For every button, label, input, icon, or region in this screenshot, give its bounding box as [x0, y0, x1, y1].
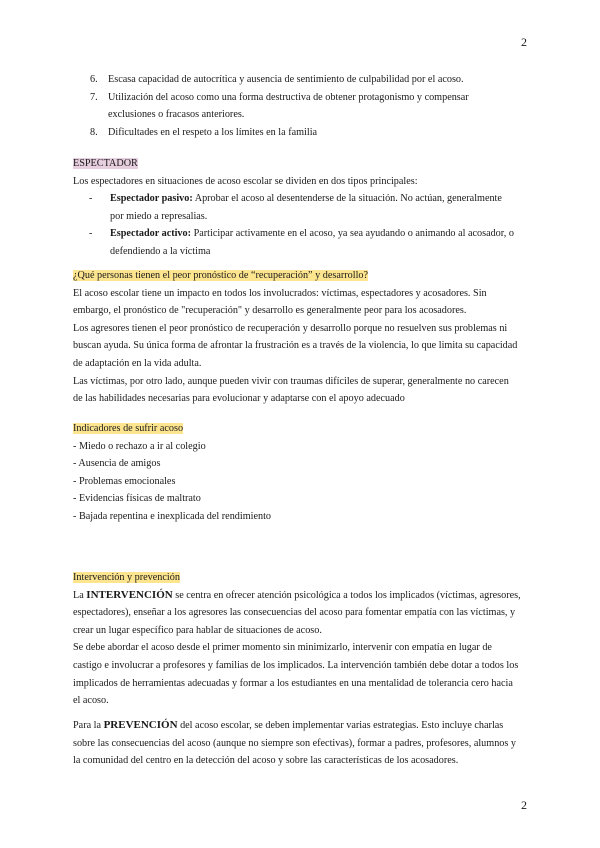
list-item: [90, 71, 520, 89]
section-heading-pronostico: ¿Qué personas tienen el peor pronóstico de “recuperación” y desarrollo?: [73, 270, 369, 281]
section-heading-indicadores: Indicadores de sufrir acoso: [73, 423, 184, 434]
list-text: Dificultades en el respeto a los límites en la familia: [108, 126, 318, 138]
bullet-item: [73, 190, 528, 225]
paragraph-line: castigo e involucrar a profesores y familias de los implicados. La intervención también debe dotar a todos los: [73, 659, 519, 671]
list-item: - Evidencias físicas de maltrato: [73, 493, 201, 505]
section-heading-intervencion: Intervención y prevención: [73, 572, 180, 583]
term-text: defendiendo a la víctima: [110, 245, 211, 257]
paragraph-line: Las víctimas, por otro lado, aunque pueden vivir con traumas difíciles de superar, generalmente no carecen: [73, 375, 509, 387]
prevencion-section: [73, 717, 528, 770]
list-text: exclusiones o fracasos anteriores.: [108, 109, 245, 121]
list-text: Utilización del acoso como una forma destructiva de obtener protagonismo y compensar: [108, 91, 469, 103]
list-item: - Ausencia de amigos: [73, 458, 161, 470]
paragraph-line: la comunidad del centro en la detección del acoso y sobre las características de los acosadores.: [73, 755, 459, 767]
paragraph-line: embargo, el pronóstico de "recuperación" y desarrollo es generalmente peor para los acosadores.: [73, 305, 467, 317]
paragraph-line: espectadores), enseñar a los agresores las consecuencias del acoso para fomentar empatía con las víctimas, y: [73, 607, 516, 619]
indicadores-section: [73, 420, 528, 526]
list-number: 6.: [90, 74, 98, 85]
intervencion-section: [73, 569, 528, 710]
paragraph-line: de adaptación en la vida adulta.: [73, 357, 202, 369]
term-text: Participar activamente en el acoso, ya sea ayudando o animando al acosador, o: [191, 228, 514, 240]
list-number: 7.: [90, 91, 98, 103]
paragraph-line: el acoso.: [73, 695, 109, 707]
term-text: Aprobar el acoso al desentenderse de la situación. No actúan, generalmente: [192, 193, 502, 205]
paragraph-text: Para la: [73, 720, 104, 731]
list-text: Escasa capacidad de autocrítica y ausencia de sentimiento de culpabilidad por el acoso.: [108, 74, 464, 85]
paragraph-line: crear un lugar específico para hablar de situaciones de acoso.: [73, 624, 322, 636]
section-heading-espectador: ESPECTADOR: [73, 158, 138, 169]
page-number-bottom: 2: [521, 798, 527, 812]
bold-term: PREVENCIÓN: [103, 719, 178, 731]
list-item: [90, 89, 520, 124]
paragraph-line: sobre las consecuencias del acoso (aunque no siempre son efectivas), formar a padres, profesores, alumnos y: [73, 737, 516, 749]
paragraph-line: Los agresores tienen el peor pronóstico de recuperación y desarrollo porque no resuelven sus problemas ni: [73, 322, 508, 334]
paragraph-line: implicados de herramientas adecuadas y formar a los estudiantes en una mentalidad de tolerancia cero hacia: [73, 677, 513, 689]
bullet-dash: -: [89, 193, 93, 205]
paragraph-text: La: [73, 589, 87, 601]
paragraph-line: El acoso escolar tiene un impacto en todos los involucrados: víctimas, espectadores y acosadores. Sin: [73, 287, 487, 299]
list-number: 8.: [90, 126, 98, 138]
list-item: - Problemas emocionales: [73, 475, 176, 487]
term-label: Espectador pasivo:: [110, 193, 193, 205]
page-number-top: 2: [521, 35, 527, 49]
list-item: - Miedo o rechazo a ir al colegio: [73, 440, 206, 452]
paragraph-text: del acoso escolar, se deben implementar varias estrategias. Esto incluye charlas: [177, 720, 504, 731]
paragraph-text: se centra en ofrecer atención psicológica a todos los implicados (víctimas, agresores,: [172, 589, 521, 601]
espectador-section: [73, 155, 528, 261]
paragraph-line: de las habilidades necesarias para evolucionar y adaptarse con el apoyo adecuado: [73, 393, 405, 405]
numbered-list: [90, 71, 520, 141]
pronostico-section: [73, 267, 528, 408]
paragraph-line: Se debe abordar el acoso desde el primer momento sin minimizarlo, intervenir con empatía en lugar de: [73, 642, 492, 654]
bullet-item: [73, 225, 528, 260]
list-item: - Bajada repentina e inexplicada del rendimiento: [73, 510, 272, 522]
term-text: por miedo a represalias.: [110, 210, 208, 222]
paragraph-line: Los espectadores en situaciones de acoso escolar se dividen en dos tipos principales:: [73, 175, 418, 187]
term-label: Espectador activo:: [110, 228, 192, 240]
paragraph-line: buscan ayuda. Su única forma de afrontar la frustración es a través de la violencia, lo que limita su capacidad: [73, 340, 518, 352]
bold-term: INTERVENCIÓN: [86, 588, 173, 601]
list-item: [90, 124, 520, 142]
bullet-dash: -: [89, 228, 93, 240]
